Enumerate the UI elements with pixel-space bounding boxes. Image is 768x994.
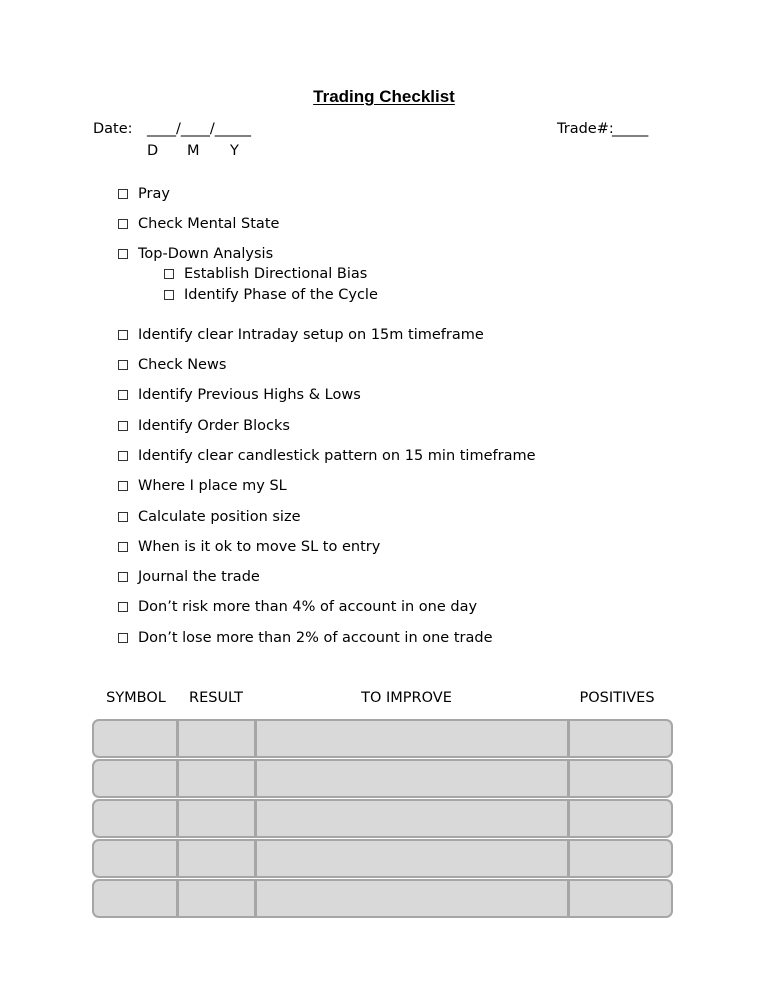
- checklist-item-label: Top-Down Analysis: [138, 246, 274, 262]
- checklist-item-mental-state[interactable]: [118, 216, 279, 232]
- checklist-item-label: Journal the trade: [138, 569, 260, 585]
- checklist-subitem-directional-bias[interactable]: [164, 266, 367, 282]
- checklist-item-candlestick[interactable]: [118, 448, 536, 464]
- checkbox-icon[interactable]: [118, 602, 128, 612]
- checklist-subitem-phase-cycle[interactable]: [164, 287, 378, 303]
- checklist-item-label: Check News: [138, 357, 227, 373]
- trade-number-label: Trade#:: [557, 121, 614, 137]
- column-divider: [176, 881, 179, 916]
- column-header-result: RESULT: [189, 690, 243, 706]
- column-divider: [567, 761, 570, 796]
- date-field[interactable]: ____/____/_____: [147, 121, 252, 137]
- checkbox-icon[interactable]: [118, 219, 128, 229]
- checkbox-icon[interactable]: [118, 421, 128, 431]
- column-divider: [254, 761, 257, 796]
- column-divider: [254, 801, 257, 836]
- table-row: [92, 719, 673, 758]
- column-divider: [176, 721, 179, 756]
- checklist-item-label: Identify Phase of the Cycle: [184, 287, 378, 303]
- table-row: [92, 799, 673, 838]
- checkbox-icon[interactable]: [164, 269, 174, 279]
- checkbox-icon[interactable]: [118, 451, 128, 461]
- column-divider: [567, 721, 570, 756]
- checklist-item-label: Don’t risk more than 4% of account in one day: [138, 599, 478, 615]
- checklist-item-risk-trade[interactable]: [118, 630, 493, 646]
- checklist-item-label: Identify clear candlestick pattern on 15 min timeframe: [138, 448, 536, 464]
- checklist-item-label: Pray: [138, 186, 170, 202]
- trade-number-field[interactable]: _____: [612, 121, 649, 137]
- checkbox-icon[interactable]: [118, 330, 128, 340]
- checkbox-icon[interactable]: [118, 542, 128, 552]
- checklist-item-order-blocks[interactable]: [118, 418, 290, 434]
- checklist-item-top-down[interactable]: [118, 246, 273, 262]
- checkbox-icon[interactable]: [118, 572, 128, 582]
- column-header-positives: POSITIVES: [579, 690, 655, 706]
- column-divider: [254, 881, 257, 916]
- table-row: [92, 759, 673, 798]
- checkbox-icon[interactable]: [118, 633, 128, 643]
- checklist-item-position-size[interactable]: [118, 509, 301, 525]
- checklist-item-label: Identify clear Intraday setup on 15m timeframe: [138, 327, 484, 343]
- date-part-month: M: [187, 143, 200, 159]
- checklist-item-label: Identify Previous Highs & Lows: [138, 387, 361, 403]
- checkbox-icon[interactable]: [118, 360, 128, 370]
- column-divider: [254, 721, 257, 756]
- checklist-item-journal[interactable]: [118, 569, 260, 585]
- checklist-item-label: Establish Directional Bias: [184, 266, 368, 282]
- column-divider: [567, 801, 570, 836]
- date-part-year: Y: [230, 143, 239, 159]
- checklist-item-label: Don’t lose more than 2% of account in one trade: [138, 630, 493, 646]
- checklist-item-label: Check Mental State: [138, 216, 280, 232]
- checklist-item-pray[interactable]: [118, 186, 170, 202]
- table-row: [92, 839, 673, 878]
- checkbox-icon[interactable]: [118, 481, 128, 491]
- checklist-item-intraday-setup[interactable]: [118, 327, 484, 343]
- table-row: [92, 879, 673, 918]
- checkbox-icon[interactable]: [118, 249, 128, 259]
- checklist-item-move-sl[interactable]: [118, 539, 380, 555]
- checkbox-icon[interactable]: [118, 189, 128, 199]
- checklist-item-label: Calculate position size: [138, 509, 301, 525]
- checkbox-icon[interactable]: [118, 390, 128, 400]
- column-divider: [567, 881, 570, 916]
- date-part-day: D: [147, 143, 159, 159]
- column-divider: [176, 801, 179, 836]
- column-divider: [254, 841, 257, 876]
- checklist-item-label: When is it ok to move SL to entry: [138, 539, 381, 555]
- checklist-item-check-news[interactable]: [118, 357, 226, 373]
- column-divider: [567, 841, 570, 876]
- column-divider: [176, 761, 179, 796]
- checklist-item-label: Identify Order Blocks: [138, 418, 290, 434]
- column-header-symbol: SYMBOL: [106, 690, 166, 706]
- checklist-item-place-sl[interactable]: [118, 478, 287, 494]
- checklist-item-highs-lows[interactable]: [118, 387, 361, 403]
- checklist-item-risk-day[interactable]: [118, 599, 477, 615]
- checklist-item-label: Where I place my SL: [138, 478, 287, 494]
- column-header-to-improve: TO IMPROVE: [361, 690, 452, 706]
- checkbox-icon[interactable]: [118, 512, 128, 522]
- checkbox-icon[interactable]: [164, 290, 174, 300]
- column-divider: [176, 841, 179, 876]
- page-title: Trading Checklist: [313, 87, 455, 106]
- date-label: Date:: [93, 121, 133, 137]
